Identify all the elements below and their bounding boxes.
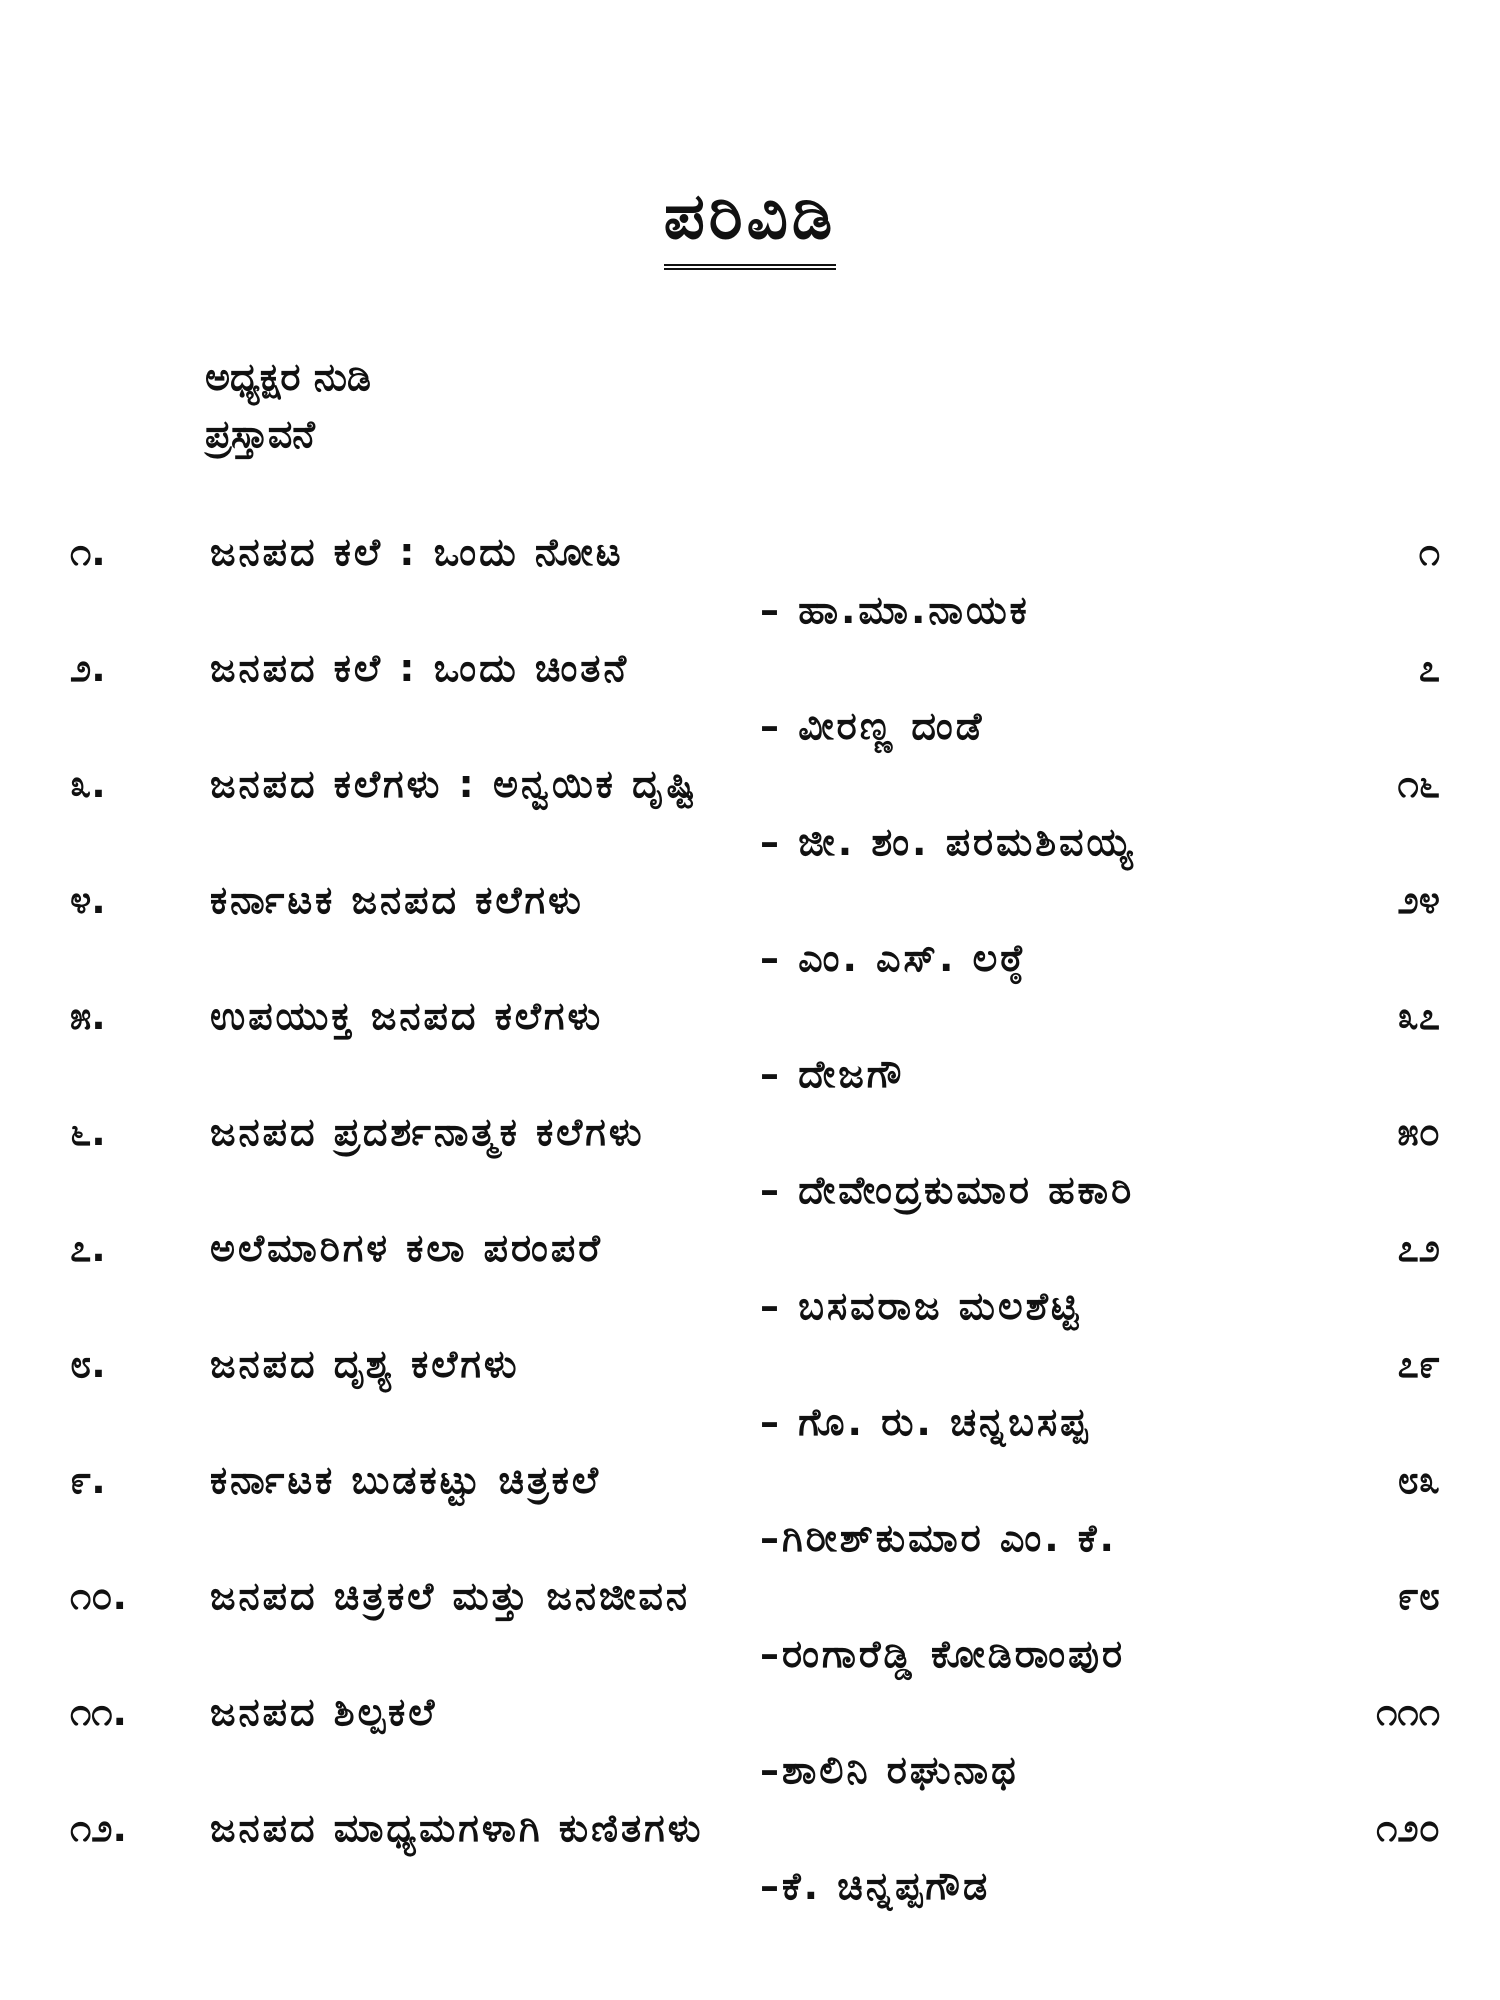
entry-title: ಕರ್ನಾಟಕ ಜನಪದ ಕಲೆಗಳು [210, 878, 584, 922]
entry-author: –ಗಿರೀಶ್‌ಕುಮಾರ ಎಂ. ಕೆ. [760, 1516, 1117, 1560]
entry-page-number: ೮೩ [1397, 1458, 1440, 1502]
entry-number: ೫. [70, 994, 106, 1038]
entry-number: ೧. [70, 530, 106, 574]
entry-page-number: ೭೯ [1397, 1342, 1440, 1386]
entry-title: ಜನಪದ ಕಲೆಗಳು : ಅನ್ವಯಿಕ ದೃಷ್ಟಿ [210, 762, 699, 806]
entry-author: – ದೇಜಗೌ [760, 1052, 905, 1096]
entry-author: – ಬಸವರಾಜ ಮಲಶೆಟ್ಟಿ [760, 1284, 1082, 1328]
entry-title: ಜನಪದ ಕಲೆ : ಒಂದು ಚಿಂತನೆ [210, 646, 630, 690]
entry-page-number: ೭ [1418, 646, 1440, 690]
entry-author: –ಕೆ. ಚಿನ್ನಪ್ಪಗೌಡ [760, 1864, 991, 1908]
entry-page-number: ೫೦ [1397, 1110, 1440, 1154]
entry-page-number: ೭೨ [1397, 1226, 1440, 1270]
entry-number: ೬. [70, 1110, 106, 1154]
entry-author: – ಎಂ. ಎಸ್. ಲಠ್ಠೆ [760, 936, 1025, 980]
entry-number: ೪. [70, 878, 106, 922]
page-title [0, 180, 1500, 270]
entry-number: ೩. [70, 762, 106, 806]
entry-author: – ದೇವೇಂದ್ರಕುಮಾರ ಹಕಾರಿ [760, 1168, 1135, 1212]
entry-number: ೨. [70, 646, 106, 690]
entry-title: ಉಪಯುಕ್ತ ಜನಪದ ಕಲೆಗಳು [210, 994, 604, 1038]
entry-title: ಜನಪದ ಕಲೆ : ಒಂದು ನೋಟ [210, 530, 624, 574]
entry-author: – ಜೀ. ಶಂ. ಪರಮಶಿವಯ್ಯ [760, 820, 1136, 864]
entry-title: ಕರ್ನಾಟಕ ಬುಡಕಟ್ಟು ಚಿತ್ರಕಲೆ [210, 1458, 601, 1502]
entry-number: ೧೦. [70, 1574, 127, 1618]
entry-page-number: ೧೬ [1397, 762, 1440, 806]
prelim-item-preface: ಪ್ರಸ್ತಾವನೆ [205, 412, 315, 456]
entry-page-number: ೩೭ [1397, 994, 1440, 1038]
entry-page-number: ೨೪ [1397, 878, 1440, 922]
prelim-item-presidents-note: ಅಧ್ಯಕ್ಷರ ನುಡಿ [205, 355, 371, 399]
entry-number: ೧೨. [70, 1806, 127, 1850]
entry-page-number: ೧೧೧ [1376, 1690, 1440, 1734]
entry-author: – ಹಾ.ಮಾ.ನಾಯಕ [760, 588, 1030, 632]
entry-title: ಅಲೆಮಾರಿಗಳ ಕಲಾ ಪರಂಪರೆ [210, 1226, 603, 1270]
entry-author: –ಶಾಲಿನಿ ರಘುನಾಥ [760, 1748, 1019, 1792]
entry-number: ೮. [70, 1342, 106, 1386]
entry-title: ಜನಪದ ಮಾಧ್ಯಮಗಳಾಗಿ ಕುಣಿತಗಳು [210, 1806, 704, 1850]
entry-page-number: ೧ [1418, 530, 1440, 574]
entry-author: – ವೀರಣ್ಣ ದಂಡೆ [760, 704, 985, 748]
entry-title: ಜನಪದ ಚಿತ್ರಕಲೆ ಮತ್ತು ಜನಜೀವನ [210, 1574, 691, 1618]
entry-number: ೭. [70, 1226, 106, 1270]
entry-title: ಜನಪದ ದೃಶ್ಯ ಕಲೆಗಳು [210, 1342, 520, 1386]
entry-page-number: ೯೮ [1397, 1574, 1440, 1618]
entry-author: –ರಂಗಾರೆಡ್ಡಿ ಕೋಡಿರಾಂಪುರ [760, 1632, 1126, 1676]
page-title-text: ಪರಿವಿಡಿ [664, 180, 836, 270]
entry-title: ಜನಪದ ಶಿಲ್ಪಕಲೆ [210, 1690, 438, 1734]
entry-number: ೯. [70, 1458, 106, 1502]
entry-title: ಜನಪದ ಪ್ರದರ್ಶನಾತ್ಮಕ ಕಲೆಗಳು [210, 1110, 645, 1154]
entry-number: ೧೧. [70, 1690, 127, 1734]
entry-author: – ಗೊ. ರು. ಚನ್ನಬಸಪ್ಪ [760, 1400, 1091, 1444]
entry-page-number: ೧೨೦ [1376, 1806, 1440, 1850]
